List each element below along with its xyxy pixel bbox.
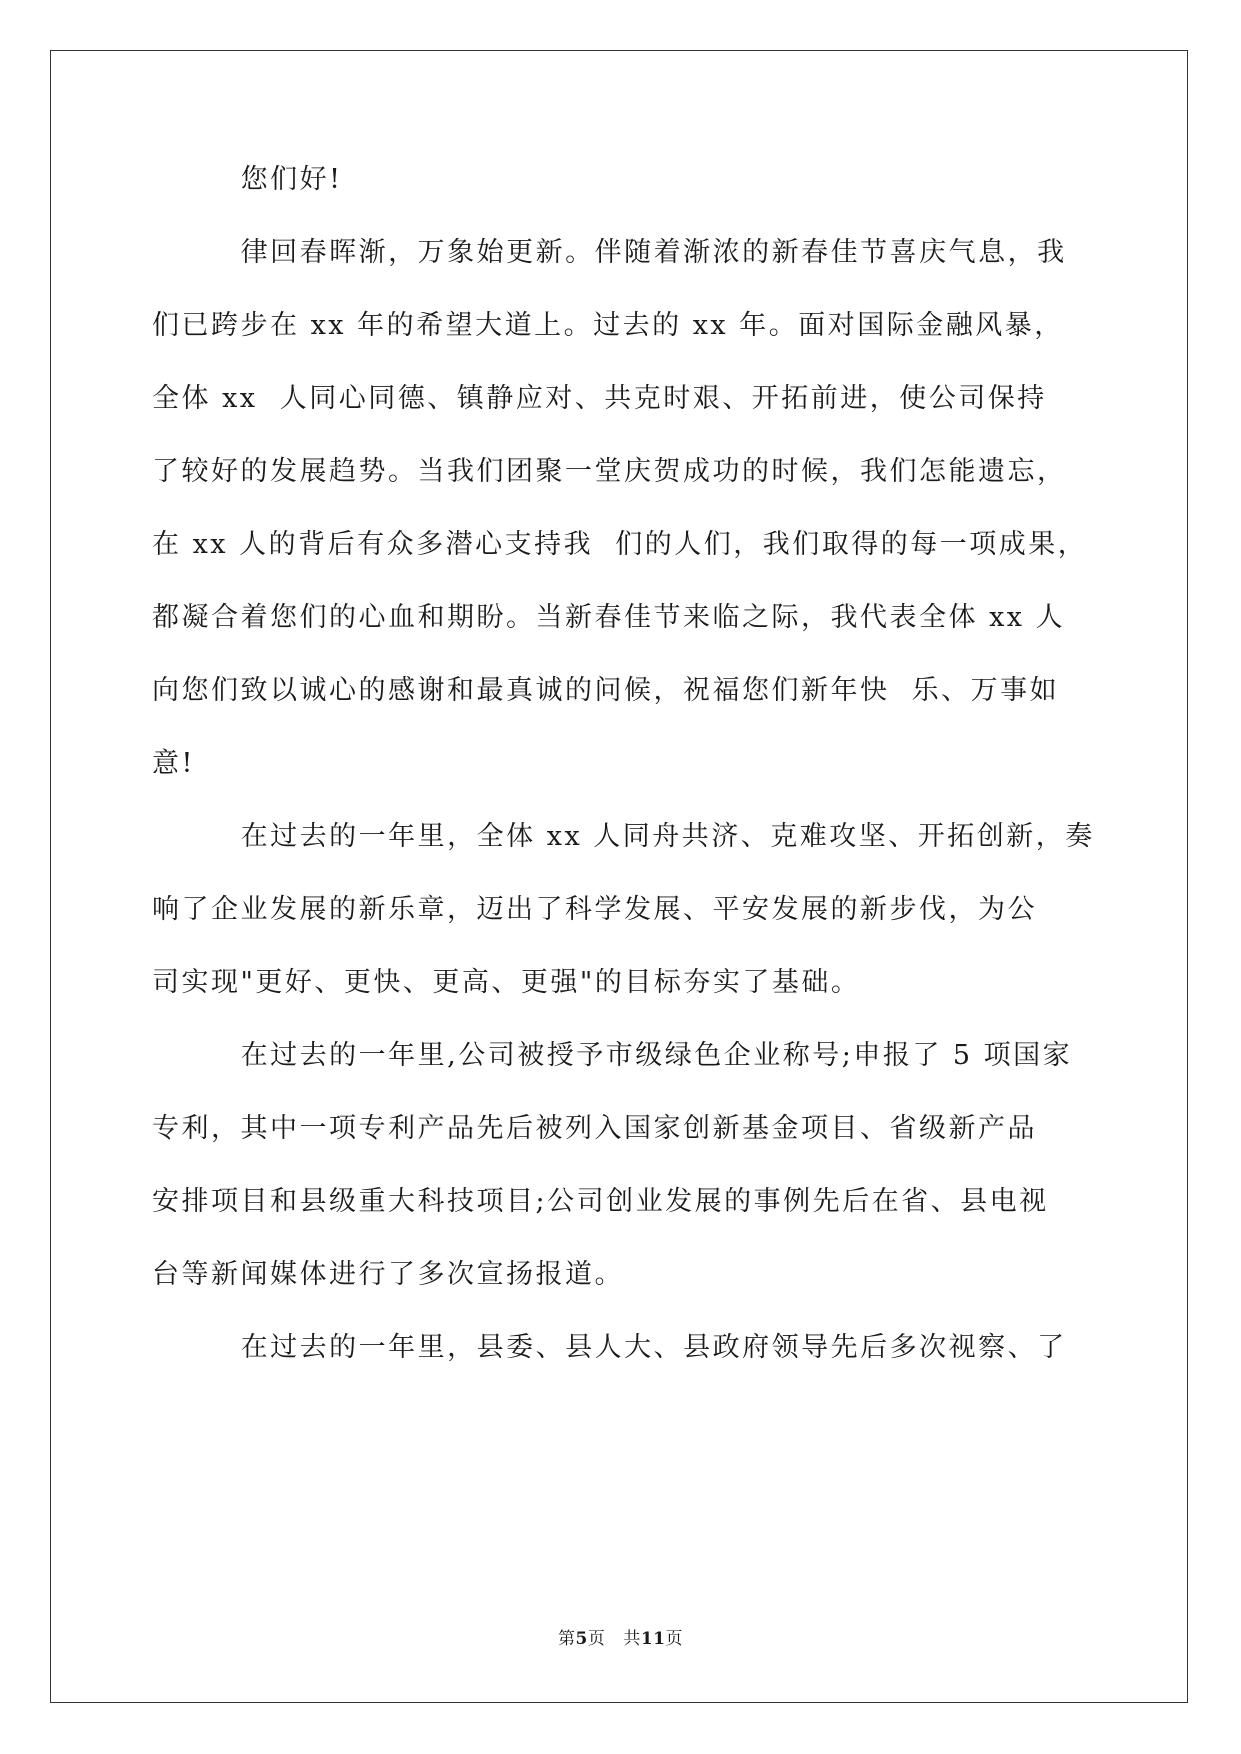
text-line: 您们好! bbox=[152, 164, 343, 195]
text-line: 台等新闻媒体进行了多次宣扬报道。 bbox=[152, 1259, 624, 1290]
text-line: 都凝合着您们的心血和期盼。当新春佳节来临之际，我代表全体 xx 人 bbox=[152, 602, 1066, 633]
text-line: 专利，其中一项专利产品先后被列入国家创新基金项目、省级新产品 bbox=[152, 1113, 1037, 1144]
text-line: 在过去的一年里，县委、县人大、县政府领导先后多次视察、了 bbox=[152, 1332, 1067, 1363]
text-line: 全体 xx 人同心同德、镇静应对、共克时艰、开拓前进，使公司保持 bbox=[152, 383, 1047, 414]
text-line: 们已跨步在 xx 年的希望大道上。过去的 xx 年。面对国际金融风暴， bbox=[152, 310, 1064, 341]
text-line: 响了企业发展的新乐章，迈出了科学发展、平安发展的新步伐，为公 bbox=[152, 894, 1037, 925]
page-footer bbox=[0, 1624, 1241, 1649]
text-line: 司实现"更好、更快、更高、更强"的目标夯实了基础。 bbox=[152, 967, 861, 998]
text-line: 意! bbox=[152, 748, 195, 779]
text-line: 在过去的一年里,公司被授予市级绿色企业称号;申报了 5 项国家 bbox=[152, 1040, 1073, 1071]
text-line: 了较好的发展趋势。当我们团聚一堂庆贺成功的时候，我们怎能遗忘， bbox=[152, 456, 1067, 487]
text-line: 在 xx 人的背后有众多潜心支持我 们的人们，我们取得的每一项成果， bbox=[152, 529, 1088, 560]
page-prefix: 第 bbox=[557, 1629, 576, 1649]
text-line: 向您们致以诚心的感谢和最真诚的问候，祝福您们新年快 乐、万事如 bbox=[152, 675, 1060, 706]
text-line: 在过去的一年里，全体 xx 人同舟共济、克难攻坚、开拓创新，奏 bbox=[152, 821, 1095, 852]
page-suffix: 页 bbox=[587, 1629, 606, 1649]
text-line: 律回春晖渐，万象始更新。伴随着渐浓的新春佳节喜庆气息，我 bbox=[152, 237, 1067, 268]
total-suffix: 页 bbox=[665, 1629, 683, 1649]
page-number: 5 bbox=[575, 1629, 588, 1649]
total-pages: 11 bbox=[640, 1629, 666, 1649]
text-line: 安排项目和县级重大科技项目;公司创业发展的事例先后在省、县电视 bbox=[152, 1186, 1049, 1217]
total-prefix: 共 bbox=[623, 1629, 641, 1649]
page-border bbox=[50, 50, 1188, 1703]
